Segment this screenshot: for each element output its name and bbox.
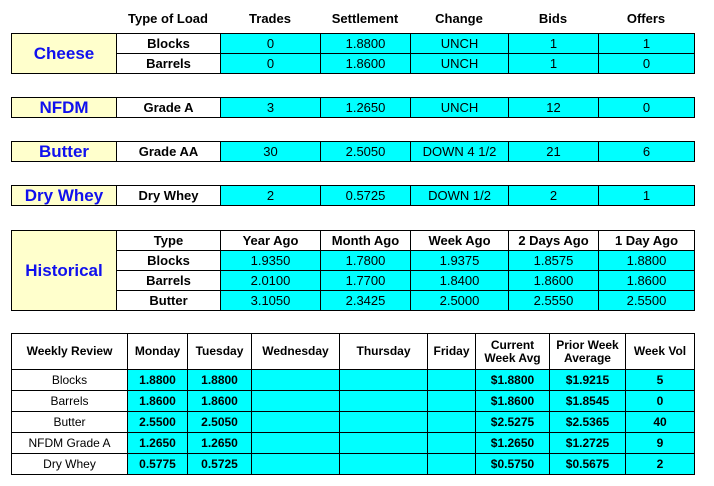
- week-vol-cell: 0: [626, 391, 695, 412]
- change-cell: DOWN 4 1/2: [411, 142, 509, 162]
- nfdm-label: NFDM: [12, 98, 117, 118]
- wednesday-cell: [252, 412, 340, 433]
- one-day-ago-cell: 1.8800: [599, 251, 695, 271]
- header-line: Prior Week: [556, 337, 619, 352]
- settlement-cell: 1.8600: [321, 54, 411, 74]
- settlement-cell: 1.8800: [321, 34, 411, 54]
- weekly-header-thursday: Thursday: [340, 334, 428, 370]
- type-cell: Barrels: [117, 271, 221, 291]
- thursday-cell: [340, 412, 428, 433]
- weekly-header-monday: Monday: [128, 334, 188, 370]
- bids-cell: 1: [509, 54, 599, 74]
- week-ago-cell: 1.8400: [411, 271, 509, 291]
- type-cell: Grade A: [117, 98, 221, 118]
- two-days-ago-cell: 2.5550: [509, 291, 599, 311]
- weekly-header-row: [12, 334, 695, 370]
- change-cell: DOWN 1/2: [411, 186, 509, 206]
- weekly-header-week-vol: Week Vol: [626, 334, 695, 370]
- weekly-header-current-week-avg: [476, 334, 550, 370]
- week-ago-cell: 1.9375: [411, 251, 509, 271]
- offers-cell: 1: [599, 34, 695, 54]
- table-row: [12, 433, 695, 454]
- header-change: Change: [435, 11, 483, 26]
- offers-cell: 1: [599, 186, 695, 206]
- week-vol-cell: 40: [626, 412, 695, 433]
- year-ago-cell: 2.0100: [221, 271, 321, 291]
- weekly-header-review: Weekly Review: [12, 334, 128, 370]
- header-bids: Bids: [538, 11, 568, 26]
- prior-week-average-cell: $1.8545: [550, 391, 626, 412]
- historical-header-row: [12, 231, 695, 251]
- settlement-cell: 2.5050: [321, 142, 411, 162]
- butter-label: Butter: [12, 142, 117, 162]
- thursday-cell: [340, 370, 428, 391]
- cheese-table: [11, 33, 695, 74]
- friday-cell: [428, 433, 476, 454]
- settlement-cell: 0.5725: [321, 186, 411, 206]
- prior-week-average-cell: $0.5675: [550, 454, 626, 475]
- wednesday-cell: [252, 391, 340, 412]
- type-cell: Dry Whey: [117, 186, 221, 206]
- type-cell: Blocks: [117, 34, 221, 54]
- current-week-avg-cell: $1.8800: [476, 370, 550, 391]
- weekly-header-wednesday: Wednesday: [252, 334, 340, 370]
- monday-cell: 0.5775: [128, 454, 188, 475]
- tuesday-cell: 1.8800: [188, 370, 252, 391]
- trades-cell: 3: [221, 98, 321, 118]
- weekly-row-label: Blocks: [12, 370, 128, 391]
- friday-cell: [428, 412, 476, 433]
- prior-week-average-cell: $1.2725: [550, 433, 626, 454]
- monday-cell: 1.8600: [128, 391, 188, 412]
- current-week-avg-cell: $0.5750: [476, 454, 550, 475]
- weekly-row-label: Butter: [12, 412, 128, 433]
- change-cell: UNCH: [411, 98, 509, 118]
- two-days-ago-cell: 1.8600: [509, 271, 599, 291]
- bids-cell: 12: [509, 98, 599, 118]
- trades-cell: 2: [221, 186, 321, 206]
- monday-cell: 1.2650: [128, 433, 188, 454]
- bids-cell: 21: [509, 142, 599, 162]
- header-type-of-load: Type of Load: [128, 11, 208, 26]
- table-row: [12, 34, 695, 54]
- type-cell: Blocks: [117, 251, 221, 271]
- change-cell: UNCH: [411, 54, 509, 74]
- header-trades: Trades: [249, 11, 291, 26]
- tuesday-cell: 1.2650: [188, 433, 252, 454]
- cheese-label: Cheese: [12, 34, 117, 74]
- historical-table: [11, 230, 695, 311]
- dry-whey-table: [11, 185, 695, 206]
- prior-week-average-cell: $1.9215: [550, 370, 626, 391]
- offers-cell: 0: [599, 54, 695, 74]
- week-vol-cell: 5: [626, 370, 695, 391]
- weekly-row-label: Barrels: [12, 391, 128, 412]
- offers-cell: 0: [599, 98, 695, 118]
- friday-cell: [428, 391, 476, 412]
- dry-whey-label: Dry Whey: [12, 186, 117, 206]
- thursday-cell: [340, 433, 428, 454]
- table-row: [12, 142, 695, 162]
- current-week-avg-cell: $2.5275: [476, 412, 550, 433]
- type-cell: Butter: [117, 291, 221, 311]
- header-settlement: Settlement: [331, 11, 399, 26]
- wednesday-cell: [252, 433, 340, 454]
- bids-cell: 1: [509, 34, 599, 54]
- trades-cell: 30: [221, 142, 321, 162]
- week-vol-cell: 2: [626, 454, 695, 475]
- weekly-header-prior-week-average: [550, 334, 626, 370]
- wednesday-cell: [252, 454, 340, 475]
- historical-header-1-day-ago: 1 Day Ago: [599, 231, 695, 251]
- header-offers: Offers: [626, 11, 666, 26]
- table-row: [12, 370, 695, 391]
- weekly-review-table: [11, 333, 695, 475]
- prior-week-average-cell: $2.5365: [550, 412, 626, 433]
- monday-cell: 2.5500: [128, 412, 188, 433]
- historical-header-year-ago: Year Ago: [221, 231, 321, 251]
- weekly-header-tuesday: Tuesday: [188, 334, 252, 370]
- type-cell: Grade AA: [117, 142, 221, 162]
- monday-cell: 1.8800: [128, 370, 188, 391]
- historical-header-type: Type: [117, 231, 221, 251]
- header-line: Current: [490, 337, 535, 352]
- wednesday-cell: [252, 370, 340, 391]
- month-ago-cell: 2.3425: [321, 291, 411, 311]
- tuesday-cell: 2.5050: [188, 412, 252, 433]
- historical-label: Historical: [12, 231, 117, 311]
- year-ago-cell: 1.9350: [221, 251, 321, 271]
- header-line: Average: [564, 350, 611, 365]
- table-row: [12, 98, 695, 118]
- trades-cell: 0: [221, 54, 321, 74]
- year-ago-cell: 3.1050: [221, 291, 321, 311]
- table-row: [12, 412, 695, 433]
- historical-header-month-ago: Month Ago: [321, 231, 411, 251]
- friday-cell: [428, 454, 476, 475]
- nfdm-table: [11, 97, 695, 118]
- week-ago-cell: 2.5000: [411, 291, 509, 311]
- trades-cell: 0: [221, 34, 321, 54]
- type-cell: Barrels: [117, 54, 221, 74]
- one-day-ago-cell: 1.8600: [599, 271, 695, 291]
- month-ago-cell: 1.7800: [321, 251, 411, 271]
- friday-cell: [428, 370, 476, 391]
- current-week-avg-cell: $1.2650: [476, 433, 550, 454]
- thursday-cell: [340, 391, 428, 412]
- tuesday-cell: 1.8600: [188, 391, 252, 412]
- offers-cell: 6: [599, 142, 695, 162]
- weekly-row-label: NFDM Grade A: [12, 433, 128, 454]
- table-row: [12, 186, 695, 206]
- weekly-header-friday: Friday: [428, 334, 476, 370]
- table-row: [12, 391, 695, 412]
- settlement-cell: 1.2650: [321, 98, 411, 118]
- thursday-cell: [340, 454, 428, 475]
- week-vol-cell: 9: [626, 433, 695, 454]
- tuesday-cell: 0.5725: [188, 454, 252, 475]
- butter-table: [11, 141, 695, 162]
- current-week-avg-cell: $1.8600: [476, 391, 550, 412]
- header-line: Week Avg: [484, 350, 541, 365]
- bids-cell: 2: [509, 186, 599, 206]
- weekly-row-label: Dry Whey: [12, 454, 128, 475]
- change-cell: UNCH: [411, 34, 509, 54]
- one-day-ago-cell: 2.5500: [599, 291, 695, 311]
- table-row: [12, 454, 695, 475]
- two-days-ago-cell: 1.8575: [509, 251, 599, 271]
- historical-header-2-days-ago: 2 Days Ago: [509, 231, 599, 251]
- historical-header-week-ago: Week Ago: [411, 231, 509, 251]
- month-ago-cell: 1.7700: [321, 271, 411, 291]
